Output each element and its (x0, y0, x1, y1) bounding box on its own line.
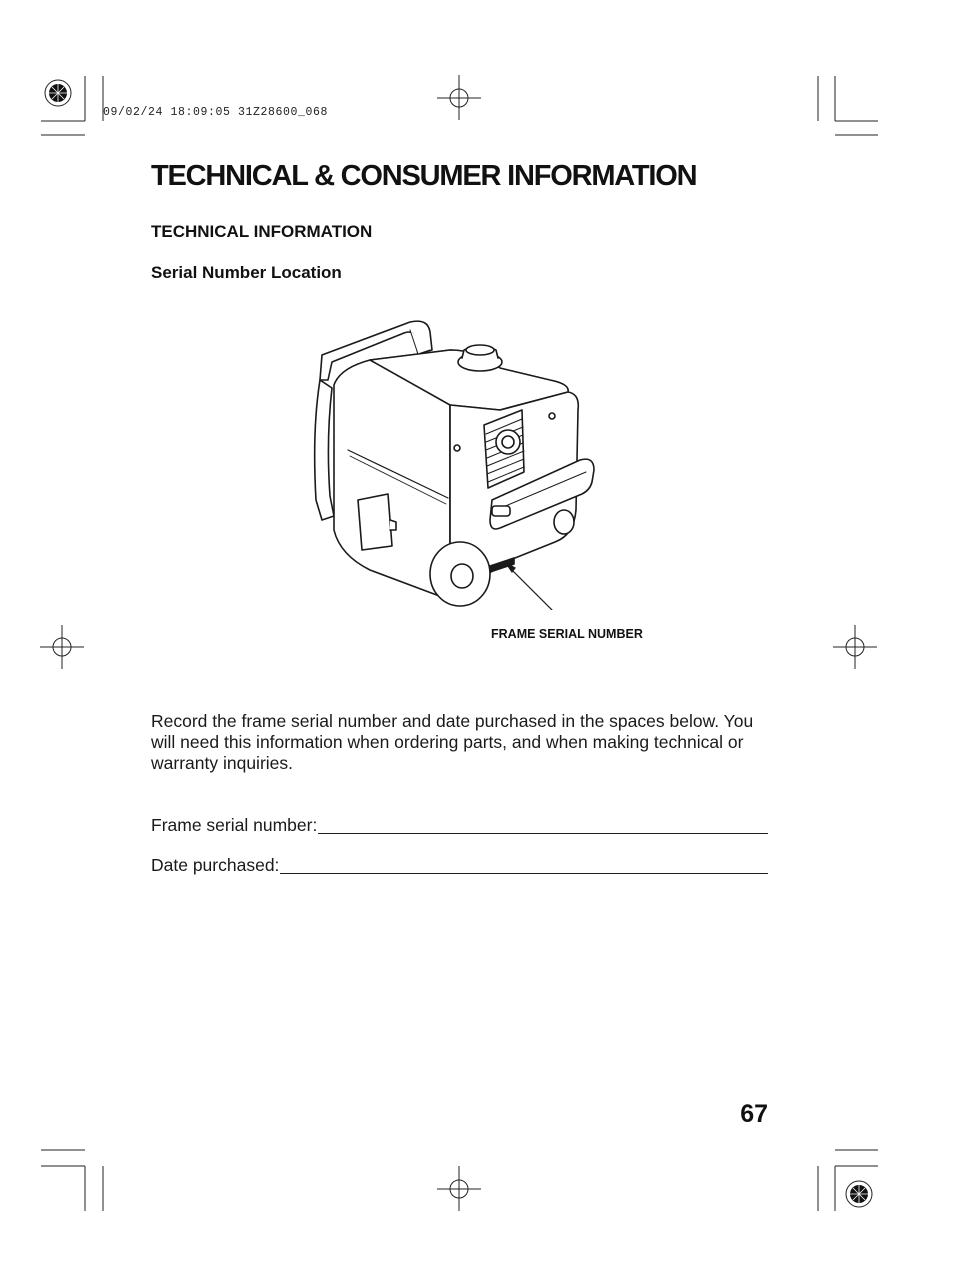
subsection-title: Serial Number Location (151, 263, 342, 282)
frame-serial-number-label: Frame serial number: (151, 815, 318, 835)
wheel-front (430, 542, 490, 606)
registration-mark-left (40, 625, 84, 669)
starburst-mark-bottom-right (846, 1181, 872, 1207)
callout-leader-line (508, 566, 570, 610)
print-stamp: 09/02/24 18:09:05 31Z28600_068 (103, 106, 329, 119)
date-purchased-blank[interactable] (280, 873, 768, 874)
page-number: 67 (740, 1100, 768, 1128)
registration-mark-bottom (437, 1166, 481, 1211)
registration-mark-right (833, 625, 877, 669)
date-purchased-field (151, 852, 768, 876)
generator-illustration (300, 310, 620, 610)
page-title: TECHNICAL & CONSUMER INFORMATION (151, 160, 697, 192)
frame-serial-number-blank[interactable] (318, 833, 768, 834)
side-access-cover (358, 494, 392, 550)
date-purchased-label: Date purchased: (151, 855, 280, 875)
registration-mark-top (437, 75, 481, 120)
frame-serial-number-callout: FRAME SERIAL NUMBER (491, 627, 643, 641)
starburst-mark-top-left (45, 80, 71, 106)
section-title: TECHNICAL INFORMATION (151, 222, 373, 241)
frame-serial-number-field (151, 812, 768, 836)
instruction-paragraph: Record the frame serial number and date purchased in the spaces below. You will need this information when ordering parts, and when making technical or warranty inquiries. (151, 711, 754, 773)
